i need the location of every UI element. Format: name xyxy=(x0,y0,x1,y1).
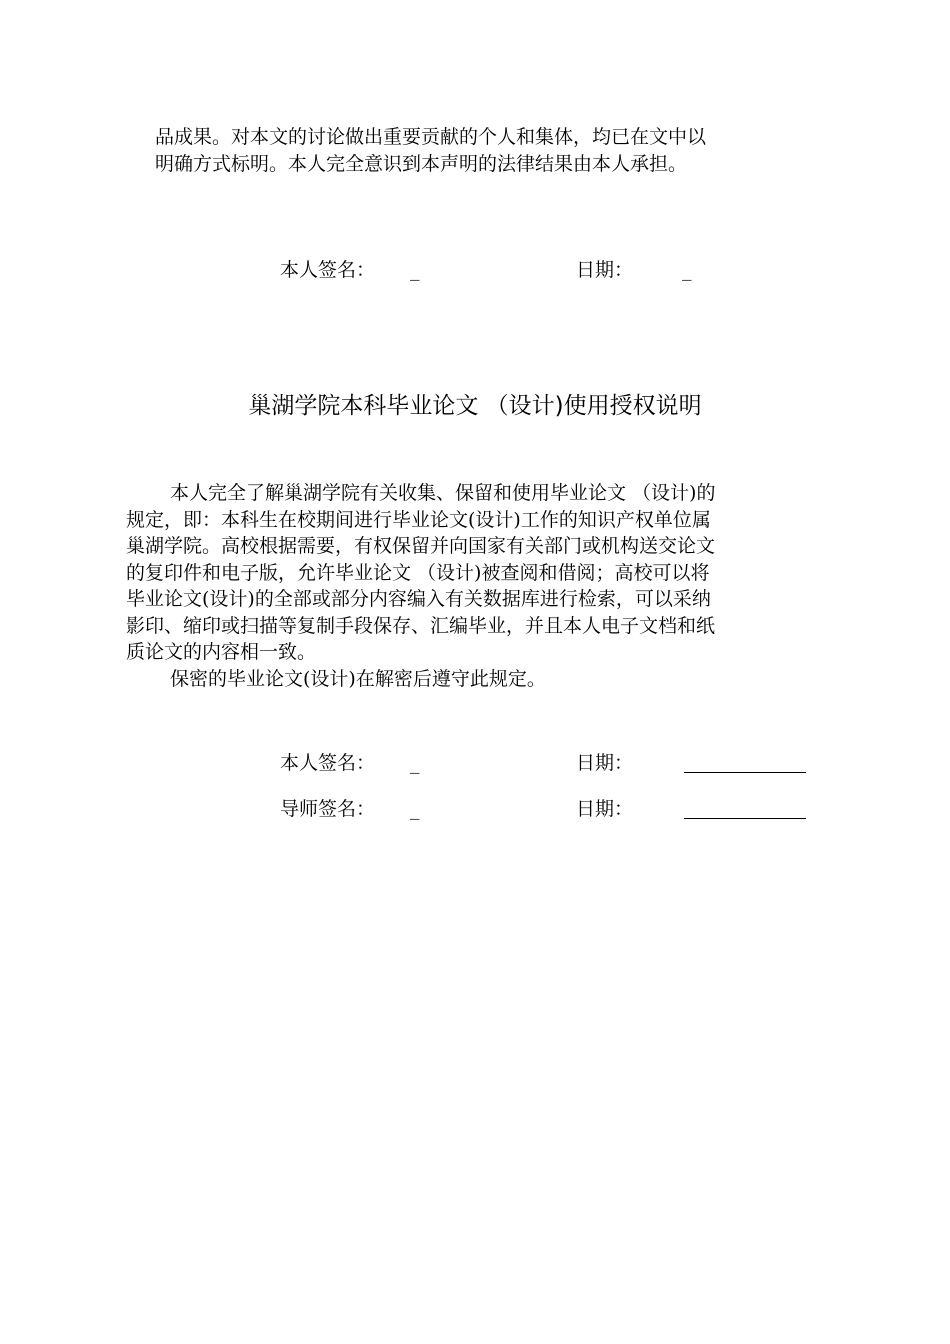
authorization-line: 毕业论文(设计)的全部或部分内容编入有关数据库进行检索，可以采纳 xyxy=(126,588,711,610)
authorization-line: 巢湖学院。高校根据需要，有权保留并向国家有关部门或机构送交论文 xyxy=(126,535,716,557)
authorization-line: 的复印件和电子版，允许毕业论文 （设计)被查阅和借阅；高校可以将 xyxy=(126,561,710,584)
author-date-label: 日期： xyxy=(576,752,634,774)
author-signature-row xyxy=(280,750,810,776)
advisor-signature-row xyxy=(280,796,810,822)
advisor-date-label: 日期： xyxy=(576,798,634,820)
signature-name-blank[interactable]: _ xyxy=(410,259,420,281)
authorization-line: 规定，即：本科生在校期间进行毕业论文(设计)工作的知识产权单位属 xyxy=(126,508,711,531)
declaration-signature-row xyxy=(280,257,700,283)
authorization-line: 本人完全了解巢湖学院有关收集、保留和使用毕业论文 （设计)的 xyxy=(170,482,716,504)
author-name-label: 本人签名： xyxy=(280,752,376,774)
author-name-blank[interactable]: _ xyxy=(410,752,420,774)
authorization-body xyxy=(126,480,826,692)
secrecy-line: 保密的毕业论文(设计)在解密后遵守此规定。 xyxy=(170,667,546,690)
declaration-continuation xyxy=(155,124,825,178)
advisor-name-blank[interactable]: _ xyxy=(410,798,420,820)
authorization-line: 影印、缩印或扫描等复制手段保存、汇编毕业，并且本人电子文档和纸 xyxy=(126,614,716,637)
signature-name-label: 本人签名： xyxy=(280,259,376,281)
authorization-title: 巢湖学院本科毕业论文 （设计)使用授权说明 xyxy=(248,393,702,419)
declaration-line: 品成果。对本文的讨论做出重要贡献的个人和集体，均已在文中以 xyxy=(155,126,707,148)
authorization-line: 质论文的内容相一致。 xyxy=(126,641,317,663)
advisor-name-label: 导师签名： xyxy=(280,798,376,820)
signature-date-blank[interactable]: _ xyxy=(682,259,692,281)
author-date-line[interactable] xyxy=(684,772,806,773)
declaration-line: 明确方式标明。本人完全意识到本声明的法律结果由本人承担。 xyxy=(155,153,688,175)
advisor-date-line[interactable] xyxy=(684,818,806,819)
signature-date-label: 日期： xyxy=(576,259,634,281)
